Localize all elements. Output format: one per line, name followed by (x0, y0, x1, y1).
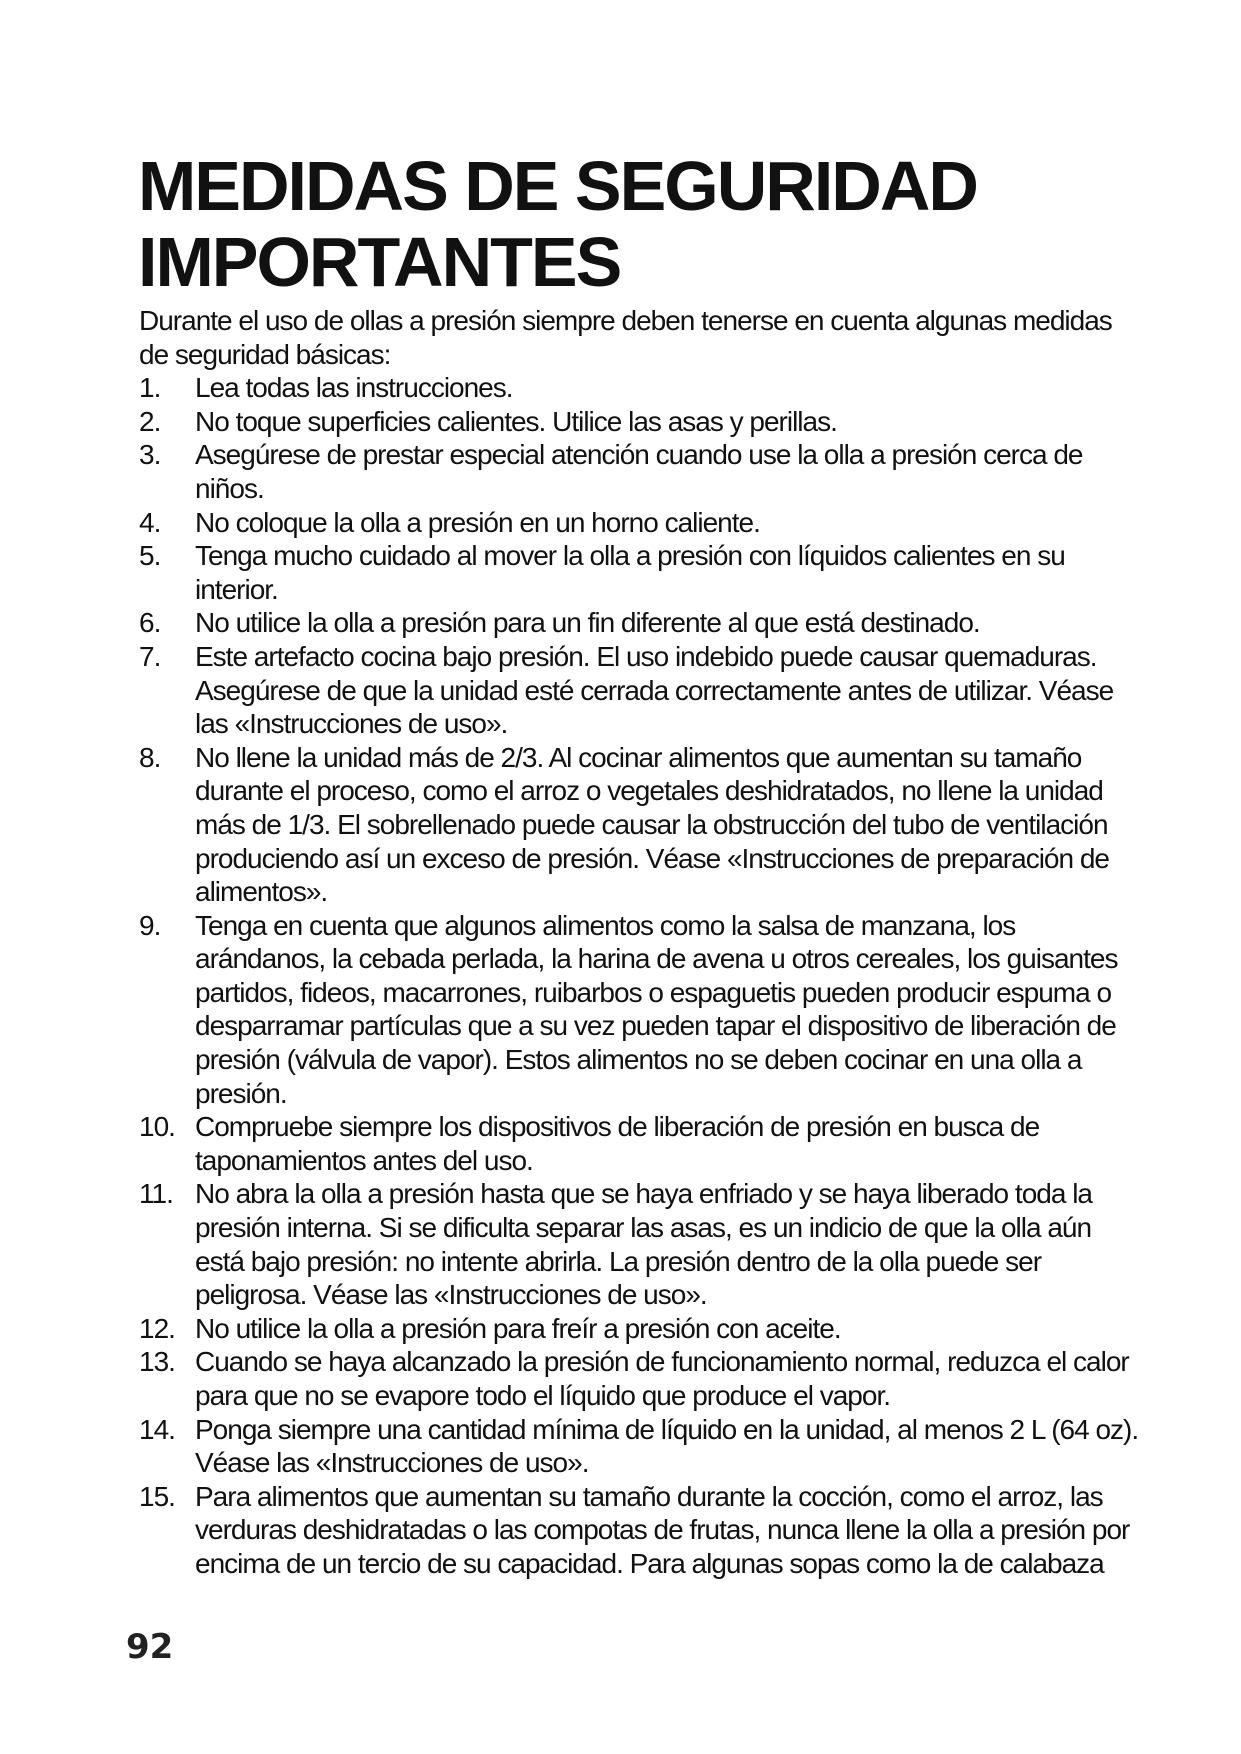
list-item (139, 1480, 1139, 1581)
list-item (139, 741, 1139, 909)
title-line-2: IMPORTANTES (138, 223, 621, 301)
item-number: 10. (139, 1111, 175, 1143)
list-item (139, 405, 1139, 439)
item-number: 15. (139, 1480, 175, 1512)
list-item (139, 640, 1139, 741)
list-item (139, 1177, 1139, 1311)
item-number: 3. (139, 439, 161, 471)
item-text: Este artefacto cocina bajo presión. El uso indebido puede causar quemaduras. Asegúrese de que la unidad esté cerrada correctamente antes de utilizar. Véase las «Instrucciones de uso». (195, 640, 1114, 740)
item-text: No utilice la olla a presión para freír a presión con aceite. (195, 1312, 841, 1344)
item-text: Para alimentos que aumentan su tamaño durante la cocción, como el arroz, las verduras deshidratadas o las compotas de frutas, nunca llene la olla a presión por encima de un tercio de su capacidad. Para algunas sopas como la de calabaza (195, 1480, 1130, 1579)
list-item (139, 539, 1139, 606)
item-number: 12. (139, 1312, 175, 1344)
intro-paragraph: Durante el uso de ollas a presión siempre deben tenerse en cuenta algunas medidas de seguridad básicas: (139, 305, 1112, 370)
item-number: 8. (139, 741, 161, 773)
safety-list (139, 371, 1139, 1580)
item-number: 4. (139, 506, 161, 538)
item-number: 9. (139, 909, 161, 941)
item-text: Cuando se haya alcanzado la presión de funcionamiento normal, reduzca el calor para que no se evapore todo el líquido que produce el vapor. (195, 1346, 1129, 1411)
list-item (139, 371, 1139, 405)
safety-content (139, 304, 1139, 1581)
item-text: No abra la olla a presión hasta que se haya enfriado y se haya liberado toda la presión interna. Si se dificulta separar las asas, es un indicio de que la olla aún está bajo presión: no intente abrirla. La presión dentro de la olla puede ser peligrosa. Véase las «Instrucciones de uso». (195, 1178, 1092, 1311)
title-line-1: MEDIDAS DE SEGURIDAD (138, 147, 977, 225)
list-item (139, 438, 1139, 505)
item-text: Ponga siempre una cantidad mínima de líquido en la unidad, al menos 2 L (64 oz). Véase las «Instrucciones de uso». (195, 1413, 1139, 1479)
item-text: No utilice la olla a presión para un fin diferente al que está destinado. (195, 607, 980, 639)
list-item (139, 1312, 1139, 1346)
item-text: No llene la unidad más de 2/3. Al cocinar alimentos que aumentan su tamaño durante el proceso, como el arroz o vegetales deshidratados, no llene la unidad más de 1/3. El sobrellenado puede causar la obstrucción del tubo de ventilación produciendo así un exceso de presión. Véase «Instrucciones de preparación de alimentos». (195, 741, 1109, 908)
item-number: 11. (139, 1178, 173, 1210)
page-number: 92 (126, 1627, 174, 1667)
list-item (139, 909, 1139, 1111)
item-text: Tenga mucho cuidado al mover la olla a presión con líquidos calientes en su interior. (195, 540, 1065, 605)
list-item (139, 1413, 1139, 1480)
list-item (139, 1345, 1139, 1412)
item-number: 2. (139, 405, 161, 437)
item-number: 7. (139, 640, 161, 672)
item-number: 6. (139, 607, 161, 639)
list-item (139, 606, 1139, 640)
item-text: No toque superficies calientes. Utilice las asas y perillas. (195, 405, 837, 437)
item-number: 14. (139, 1413, 175, 1445)
item-number: 1. (139, 372, 161, 404)
item-number: 5. (139, 540, 161, 572)
item-text: No coloque la olla a presión en un horno caliente. (195, 506, 760, 538)
item-number: 13. (139, 1346, 175, 1378)
list-item (139, 1110, 1139, 1177)
item-text: Tenga en cuenta que algunos alimentos como la salsa de manzana, los arándanos, la cebada perlada, la harina de avena u otros cereales, los guisantes partidos, fideos, macarrones, ruibarbos o espaguetis pueden producir espuma o desparramar partículas que a su vez pueden tapar el dispositivo de liberación de presión (válvula de vapor). Estos alimentos no se deben cocinar en una olla a presión. (195, 909, 1118, 1109)
page-title (138, 148, 1118, 300)
item-text: Lea todas las instrucciones. (195, 372, 513, 404)
item-text: Compruebe siempre los dispositivos de liberación de presión en busca de taponamientos antes del uso. (195, 1111, 1040, 1176)
item-text: Asegúrese de prestar especial atención cuando use la olla a presión cerca de niños. (195, 439, 1083, 504)
list-item (139, 506, 1139, 540)
